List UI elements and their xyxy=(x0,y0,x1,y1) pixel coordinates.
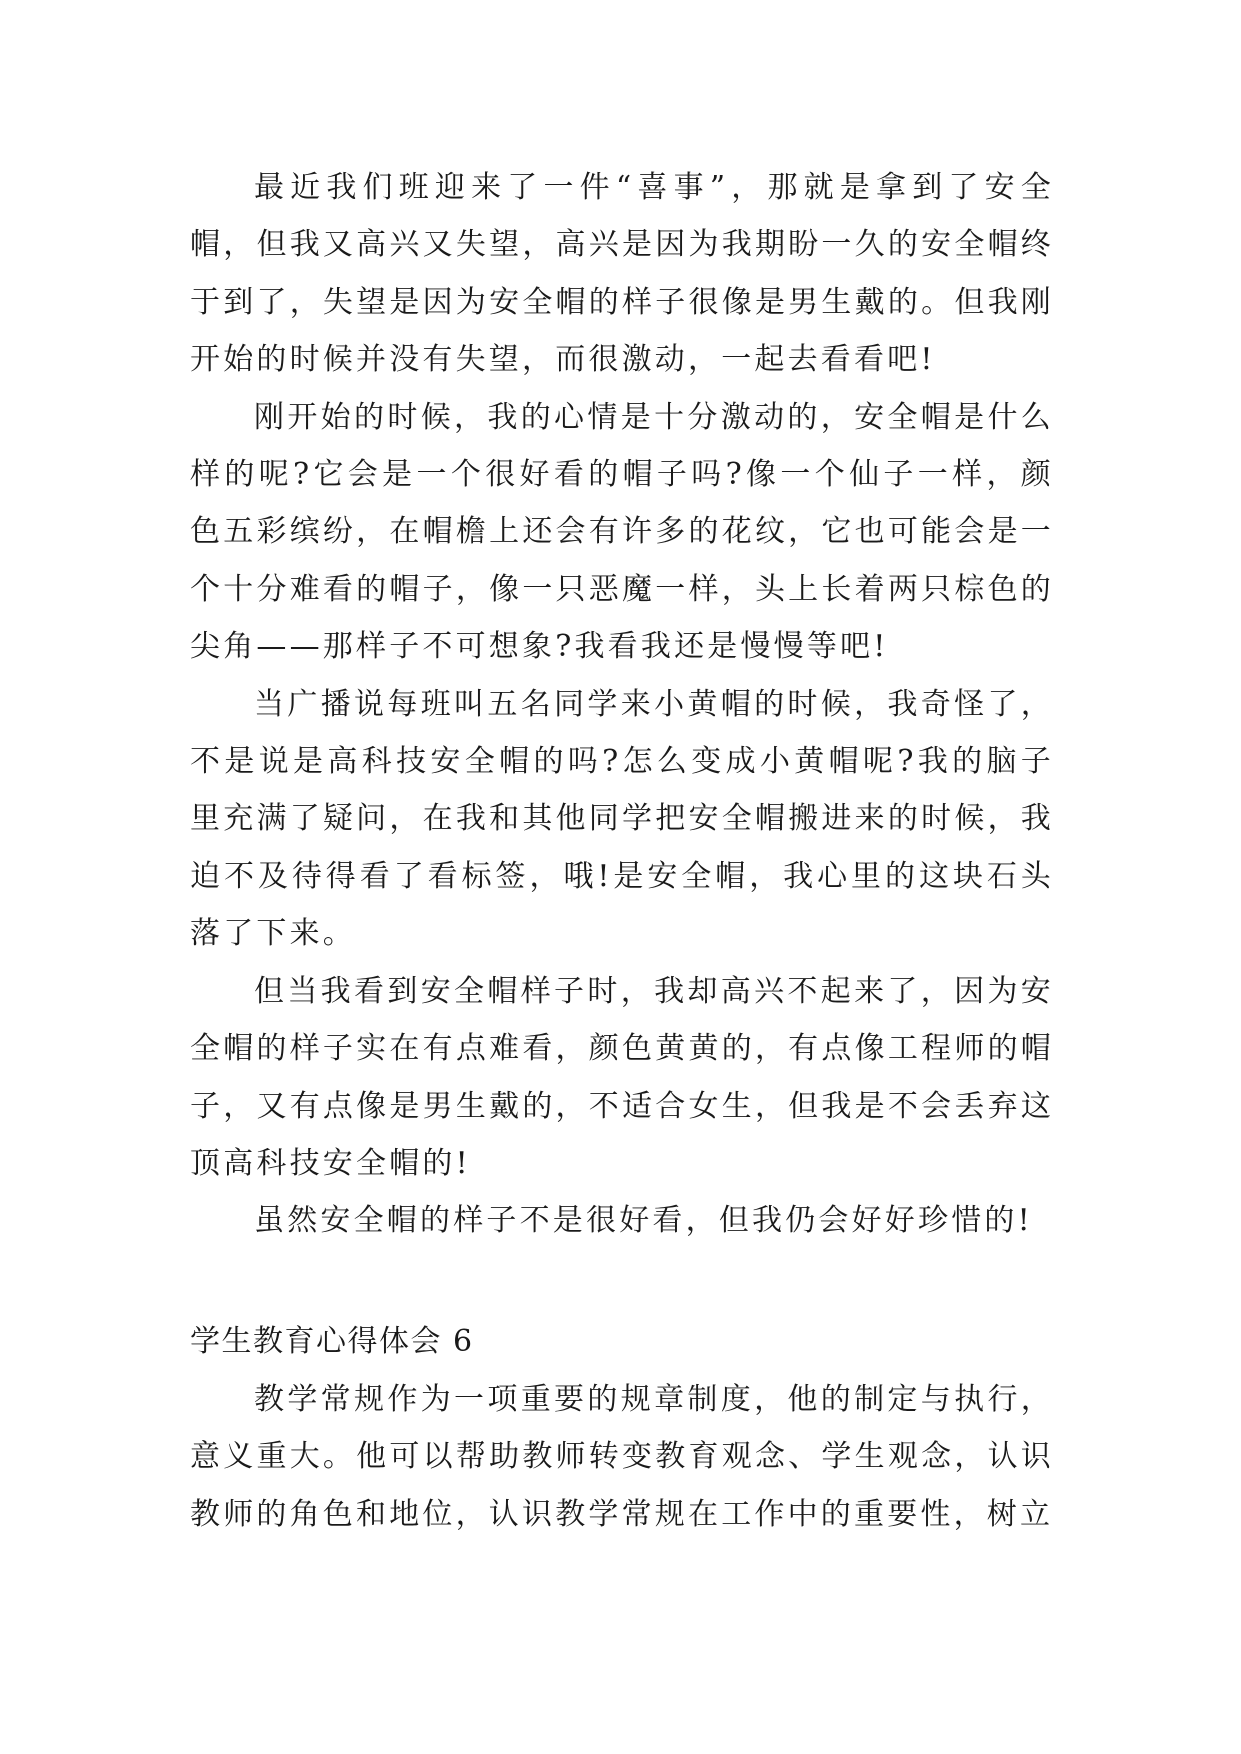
essay-body xyxy=(190,159,1054,1250)
paragraph: 虽然安全帽的样子不是很好看，但我仍会好好珍惜的! xyxy=(254,1203,1033,1239)
paragraph: 但当我看到安全帽样子时，我却高兴不起来了，因为安全帽的样子实在有点难看，颜色黄黄的，有点像工程师的帽子，又有点像是男生戴的，不适合女生，但我是不会丢弃这顶高科技安全帽的! xyxy=(190,973,1054,1181)
paragraph: 当广播说每班叫五名同学来小黄帽的时候，我奇怪了，不是说是高科技安全帽的吗?怎么变成小黄帽呢?我的脑子里充满了疑问，在我和其他同学把安全帽搬进来的时候，我迫不及待得看了看标签，哦!是安全帽，我心里的这块石头落了下来。 xyxy=(190,686,1054,952)
section-heading-block xyxy=(190,1313,1054,1370)
paragraph: 最近我们班迎来了一件“喜事”，那就是拿到了安全帽，但我又高兴又失望，高兴是因为我期盼一久的安全帽终于到了，失望是因为安全帽的样子很像是男生戴的。但我刚开始的时候并没有失望，而很激动，一起去看看吧! xyxy=(190,170,1054,378)
paragraph: 教学常规作为一项重要的规章制度，他的制定与执行，意义重大。他可以帮助教师转变教育观念、学生观念，认识教师的角色和地位，认识教学常规在工作中的重要性，树立 xyxy=(190,1382,1054,1532)
section-heading: 学生教育心得体会 6 xyxy=(190,1324,474,1359)
paragraph: 刚开始的时候，我的心情是十分激动的，安全帽是什么样的呢?它会是一个很好看的帽子吗?像一个仙子一样，颜色五彩缤纷，在帽檐上还会有许多的花纹，它也可能会是一个十分难看的帽子，像一只恶魔一样，头上长着两只棕色的尖角——那样子不可想象?我看我还是慢慢等吧! xyxy=(190,399,1054,665)
section-body xyxy=(190,1371,1054,1543)
